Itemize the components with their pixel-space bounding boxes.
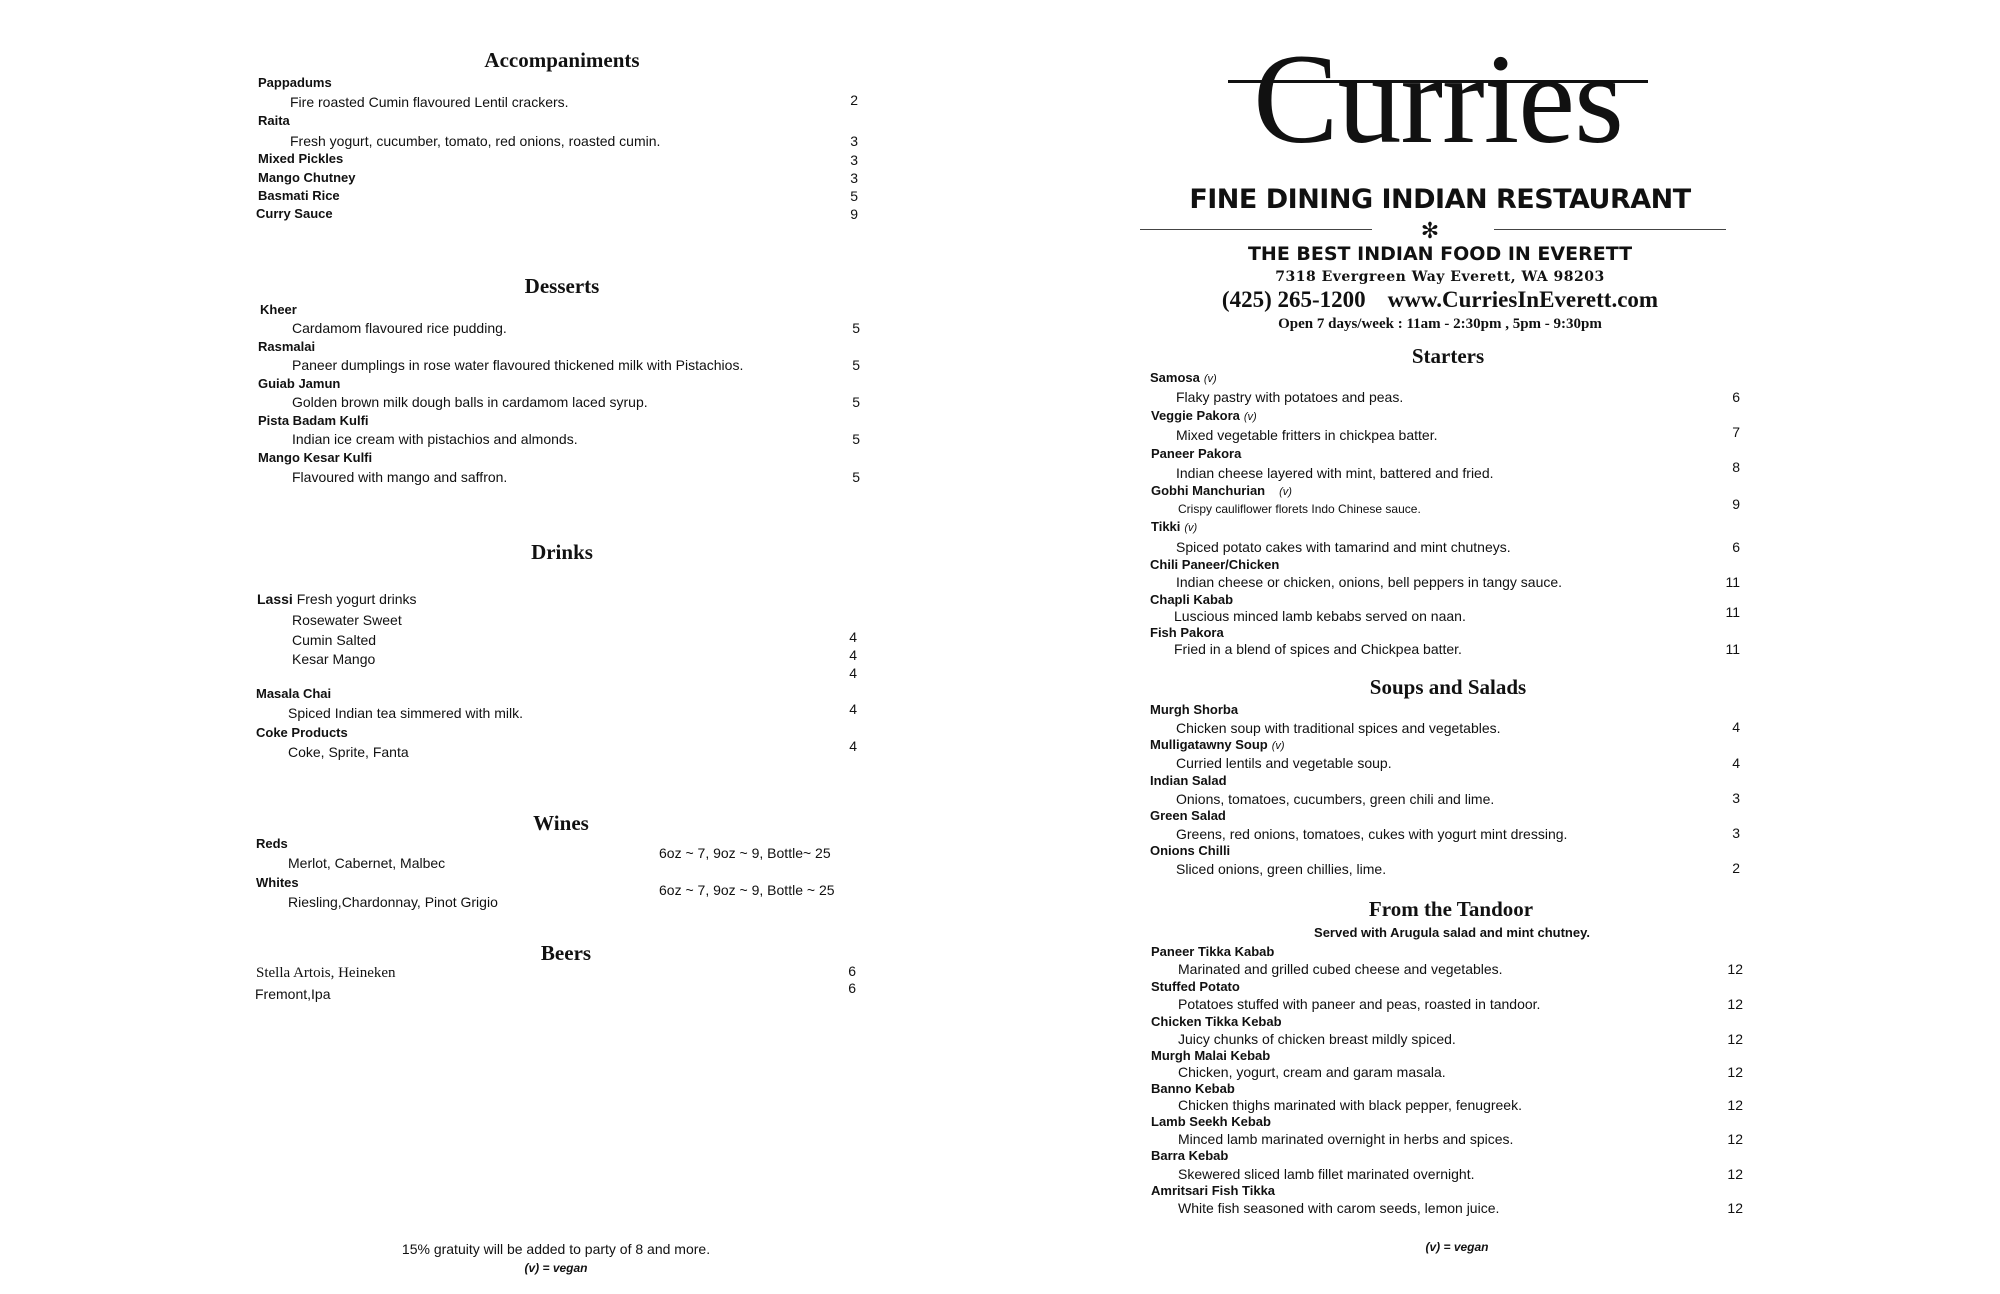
address: 7318 Evergreen Way Everett, WA 98203 bbox=[1275, 269, 1605, 285]
wine-price: 6oz ~ 7, 9oz ~ 9, Bottle~ 25 bbox=[659, 845, 831, 861]
menu-item-desc: Curried lentils and vegetable soup. bbox=[1176, 755, 1392, 771]
menu-item-name: Coke Products bbox=[256, 725, 348, 740]
menu-item-name: Chili Paneer/Chicken bbox=[1150, 557, 1280, 572]
divider-rule bbox=[1494, 229, 1726, 230]
menu-item-price: 2 bbox=[850, 92, 858, 108]
menu-item-name: Lassi bbox=[257, 591, 293, 607]
menu-item-name: Murgh Shorba bbox=[1150, 702, 1239, 717]
menu-item-desc: Fire roasted Cumin flavoured Lentil crackers. bbox=[290, 94, 569, 110]
lassi-line bbox=[257, 591, 417, 607]
menu-item-price: 12 bbox=[1727, 1097, 1743, 1113]
menu-item-desc: Mixed vegetable fritters in chickpea batter. bbox=[1176, 427, 1438, 443]
menu-item-desc: Onions, tomatoes, cucumbers, green chili and lime. bbox=[1176, 791, 1495, 807]
menu-item-desc: Golden brown milk dough balls in cardamom laced syrup. bbox=[292, 394, 648, 410]
menu-item-price: 4 bbox=[849, 665, 857, 681]
menu-item-price: 12 bbox=[1727, 1131, 1743, 1147]
menu-item-price: 5 bbox=[852, 320, 860, 336]
menu-item-name: Onions Chilli bbox=[1150, 843, 1231, 858]
menu-item-name: Barra Kebab bbox=[1151, 1148, 1229, 1163]
menu-item-desc: Potatoes stuffed with paneer and peas, roasted in tandoor. bbox=[1178, 996, 1541, 1012]
menu-item-name bbox=[1150, 737, 1285, 752]
menu-item-desc: Fresh yogurt drinks bbox=[296, 591, 417, 607]
menu-item-name bbox=[1150, 370, 1217, 385]
gratuity-note: 15% gratuity will be added to party of 8 and more. bbox=[401, 1241, 711, 1257]
menu-item-desc: Chicken, yogurt, cream and garam masala. bbox=[1178, 1064, 1446, 1080]
menu-item-desc: Indian cheese layered with mint, battered and fried. bbox=[1176, 465, 1494, 481]
divider-rule bbox=[1140, 229, 1372, 230]
menu-item-price: 4 bbox=[1732, 719, 1740, 735]
vegan-legend: (v) = vegan bbox=[524, 1261, 588, 1275]
wine-price: 6oz ~ 7, 9oz ~ 9, Bottle ~ 25 bbox=[659, 882, 835, 898]
menu-item-price: 12 bbox=[1727, 996, 1743, 1012]
menu-item-price: 3 bbox=[850, 170, 858, 186]
vegan-mark: (v) bbox=[1271, 740, 1285, 752]
menu-item-name: Basmati Rice bbox=[258, 188, 340, 203]
menu-item-price: 4 bbox=[849, 647, 857, 663]
menu-item-name: Kheer bbox=[260, 302, 297, 317]
vegan-mark: (v) bbox=[1184, 522, 1198, 534]
menu-item-name: Green Salad bbox=[1150, 808, 1226, 823]
menu-item-name: Mixed Pickles bbox=[258, 151, 344, 166]
menu-item-price: 7 bbox=[1732, 424, 1740, 440]
menu-item-price: 5 bbox=[850, 188, 858, 204]
menu-item-name: Curry Sauce bbox=[256, 206, 333, 221]
menu-item-name: Chapli Kabab bbox=[1150, 592, 1234, 607]
tagline: FINE DINING INDIAN RESTAURANT bbox=[1189, 184, 1691, 215]
menu-item-price: 11 bbox=[1725, 574, 1740, 590]
dish-name: Veggie Pakora bbox=[1151, 408, 1240, 423]
menu-item-desc: Fried in a blend of spices and Chickpea batter. bbox=[1174, 641, 1462, 657]
menu-item-name bbox=[1151, 408, 1257, 423]
menu-item-desc: Chicken soup with traditional spices and vegetables. bbox=[1176, 720, 1501, 736]
menu-item-desc: Sliced onions, green chillies, lime. bbox=[1176, 861, 1387, 877]
menu-item-name: Stuffed Potato bbox=[1151, 979, 1240, 994]
desserts-heading: Desserts bbox=[524, 274, 600, 298]
contact-line bbox=[1130, 287, 1750, 313]
menu-item-desc: White fish seasoned with carom seeds, lemon juice. bbox=[1178, 1200, 1500, 1216]
menu-item-desc: Crispy cauliflower florets Indo Chinese sauce. bbox=[1178, 502, 1421, 516]
menu-item-price: 11 bbox=[1725, 604, 1740, 620]
menu-item-price: 4 bbox=[1732, 755, 1740, 771]
menu-item-desc: Cardamom flavoured rice pudding. bbox=[292, 320, 507, 336]
menu-item-name: Guiab Jamun bbox=[258, 376, 341, 391]
menu-item-price: 4 bbox=[849, 701, 857, 717]
starters-heading: Starters bbox=[1411, 344, 1485, 368]
menu-item-name bbox=[1151, 519, 1197, 534]
menu-item-name: Mango Chutney bbox=[258, 170, 356, 185]
menu-item-price: 12 bbox=[1727, 1166, 1743, 1182]
menu-item-desc: Flavoured with mango and saffron. bbox=[292, 469, 508, 485]
menu-item-desc: Skewered sliced lamb fillet marinated overnight. bbox=[1178, 1166, 1475, 1182]
menu-item-price: 9 bbox=[1732, 496, 1740, 512]
menu-item-desc: Indian ice cream with pistachios and almonds. bbox=[292, 431, 578, 447]
menu-item-price: 5 bbox=[852, 394, 860, 410]
menu-item-price: 6 bbox=[848, 980, 856, 996]
lassi-variant: Cumin Salted bbox=[292, 632, 377, 648]
tandoor-subtitle: Served with Arugula salad and mint chutney. bbox=[1314, 925, 1590, 940]
dish-name: Gobhi Manchurian bbox=[1151, 483, 1266, 498]
menu-item-price: 3 bbox=[1732, 790, 1740, 806]
menu-item-name: Stella Artois, Heineken bbox=[256, 965, 396, 981]
vegan-mark: (v) bbox=[1279, 486, 1292, 498]
menu-item-price: 4 bbox=[849, 629, 857, 645]
menu-item-name: Whites bbox=[256, 875, 299, 890]
menu-item-desc: Spiced Indian tea simmered with milk. bbox=[288, 705, 523, 721]
menu-item-price: 12 bbox=[1727, 1200, 1743, 1216]
menu-item-price: 4 bbox=[849, 738, 857, 754]
menu-item-desc: Marinated and grilled cubed cheese and vegetables. bbox=[1178, 961, 1503, 977]
menu-item-name bbox=[1151, 483, 1292, 498]
dish-name: Mulligatawny Soup bbox=[1150, 737, 1268, 752]
menu-item-price: 6 bbox=[1732, 389, 1740, 405]
menu-item-name: Lamb Seekh Kebab bbox=[1151, 1114, 1271, 1129]
menu-item-desc: Riesling,Chardonnay, Pinot Grigio bbox=[288, 894, 498, 910]
phone-number: (425) 265-1200 bbox=[1221, 287, 1366, 312]
menu-item-price: 9 bbox=[850, 206, 858, 222]
menu-item-desc: Indian cheese or chicken, onions, bell peppers in tangy sauce. bbox=[1176, 574, 1563, 590]
menu-item-name: Murgh Malai Kebab bbox=[1151, 1048, 1271, 1063]
menu-item-desc: Minced lamb marinated overnight in herbs and spices. bbox=[1178, 1131, 1514, 1147]
menu-item-desc: Coke, Sprite, Fanta bbox=[288, 744, 409, 760]
drinks-heading: Drinks bbox=[531, 540, 593, 564]
menu-item-desc: Luscious minced lamb kebabs served on naan. bbox=[1174, 608, 1466, 624]
dish-name: Tikki bbox=[1151, 519, 1181, 534]
menu-item-name: Reds bbox=[256, 836, 288, 851]
menu-item-name: Paneer Tikka Kabab bbox=[1151, 944, 1275, 959]
menu-item-name: Paneer Pakora bbox=[1151, 446, 1242, 461]
menu-item-desc: Merlot, Cabernet, Malbec bbox=[288, 855, 446, 871]
menu-item-price: 6 bbox=[848, 963, 856, 979]
menu-item-price: 5 bbox=[852, 469, 860, 485]
menu-item-name: Chicken Tikka Kebab bbox=[1151, 1014, 1282, 1029]
wines-heading: Wines bbox=[533, 811, 589, 835]
menu-item-name: Banno Kebab bbox=[1151, 1081, 1235, 1096]
menu-item-price: 2 bbox=[1732, 860, 1740, 876]
menu-item-name: Fish Pakora bbox=[1150, 625, 1224, 640]
menu-item-price: 12 bbox=[1727, 1031, 1743, 1047]
website-link[interactable]: www.CurriesInEverett.com bbox=[1387, 287, 1659, 312]
menu-item-price: 3 bbox=[1732, 825, 1740, 841]
accompaniments-heading: Accompaniments bbox=[484, 48, 640, 72]
beers-heading: Beers bbox=[540, 941, 592, 965]
menu-item-desc: Paneer dumplings in rose water flavoured thickened milk with Pistachios. bbox=[292, 357, 744, 373]
menu-item-price: 8 bbox=[1732, 459, 1740, 475]
tandoor-heading: From the Tandoor bbox=[1368, 897, 1534, 921]
menu-item-price: 12 bbox=[1727, 1064, 1743, 1080]
menu-item-desc: Chicken thighs marinated with black pepper, fenugreek. bbox=[1178, 1097, 1522, 1113]
asterisk-icon: ✻ bbox=[1420, 218, 1440, 243]
menu-item-price: 12 bbox=[1727, 961, 1743, 977]
menu-item-name: Raita bbox=[258, 113, 290, 128]
best-food-banner: THE BEST INDIAN FOOD IN EVERETT bbox=[1247, 243, 1633, 265]
menu-item-name: Masala Chai bbox=[256, 686, 332, 701]
menu-item-price: 5 bbox=[852, 357, 860, 373]
menu-item-price: 6 bbox=[1732, 539, 1740, 555]
vegan-mark: (v) bbox=[1203, 373, 1217, 385]
menu-item-desc: Flaky pastry with potatoes and peas. bbox=[1176, 389, 1404, 405]
menu-item-price: 5 bbox=[852, 431, 860, 447]
menu-item-desc: Spiced potato cakes with tamarind and mint chutneys. bbox=[1176, 539, 1511, 555]
lassi-variant: Rosewater Sweet bbox=[292, 612, 402, 628]
menu-item-price: 11 bbox=[1725, 641, 1740, 657]
menu-item-name: Pista Badam Kulfi bbox=[258, 413, 369, 428]
menu-item-price: 3 bbox=[850, 133, 858, 149]
soups-heading: Soups and Salads bbox=[1369, 675, 1527, 699]
vegan-mark: (v) bbox=[1243, 411, 1257, 423]
menu-item-desc: Fresh yogurt, cucumber, tomato, red onions, roasted cumin. bbox=[290, 133, 661, 149]
menu-item-desc: Greens, red onions, tomatoes, cukes with yogurt mint dressing. bbox=[1176, 826, 1568, 842]
menu-item-name: Mango Kesar Kulfi bbox=[258, 450, 373, 465]
restaurant-logo: Curries bbox=[1253, 28, 1623, 170]
menu-item-name: Indian Salad bbox=[1150, 773, 1227, 788]
vegan-legend: (v) = vegan bbox=[1425, 1240, 1489, 1254]
menu-item-desc: Juicy chunks of chicken breast mildly spiced. bbox=[1178, 1031, 1456, 1047]
menu-item-price: 3 bbox=[850, 152, 858, 168]
menu-item-name: Fremont,Ipa bbox=[255, 986, 331, 1002]
menu-item-name: Rasmalai bbox=[258, 339, 316, 354]
dish-name: Samosa bbox=[1150, 370, 1200, 385]
lassi-variant: Kesar Mango bbox=[292, 651, 376, 667]
opening-hours: Open 7 days/week : 11am - 2:30pm , 5pm - 9:30pm bbox=[1278, 316, 1602, 332]
menu-item-name: Amritsari Fish Tikka bbox=[1151, 1183, 1276, 1198]
menu-item-name: Pappadums bbox=[258, 75, 332, 90]
